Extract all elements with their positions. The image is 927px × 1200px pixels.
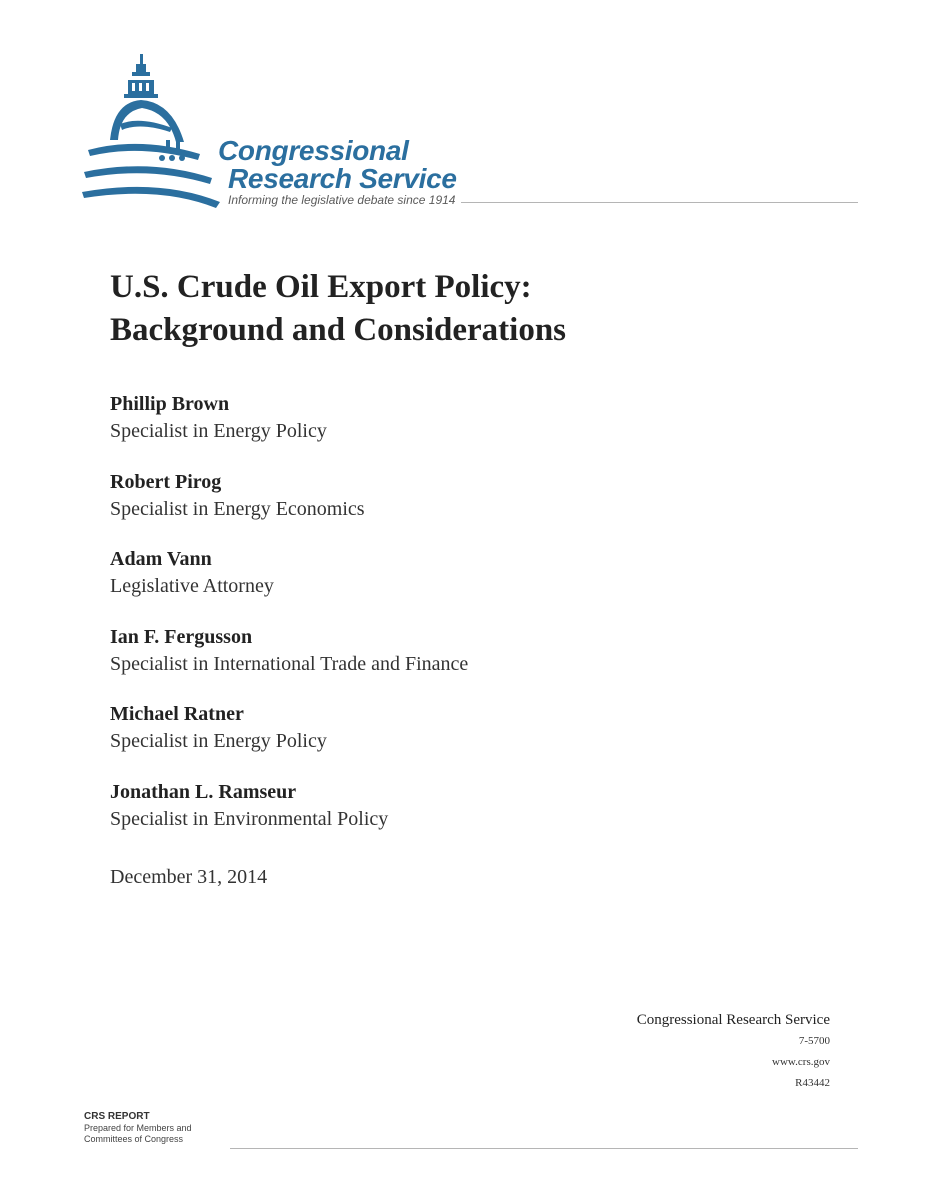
author-name: Jonathan L. Ramseur bbox=[110, 780, 297, 803]
report-title bbox=[110, 266, 810, 352]
author-entry bbox=[110, 625, 810, 703]
author-entry bbox=[110, 702, 810, 780]
author-name: Robert Pirog bbox=[110, 470, 222, 493]
crs-info bbox=[637, 1009, 830, 1094]
brand-wordmark bbox=[218, 137, 457, 193]
author-name: Adam Vann bbox=[110, 548, 212, 570]
footer-divider bbox=[230, 1148, 858, 1149]
author-name: Phillip Brown bbox=[110, 393, 230, 415]
report-label-line-2: Committees of Congress bbox=[84, 1134, 184, 1144]
tagline-row bbox=[228, 193, 858, 207]
tagline: Informing the legislative debate since 1914 bbox=[228, 193, 456, 207]
author-entry bbox=[110, 547, 810, 625]
report-label-line-1: Prepared for Members and bbox=[84, 1123, 192, 1133]
author-role: Specialist in Energy Policy bbox=[110, 730, 327, 752]
crs-report-label bbox=[84, 1111, 192, 1145]
author-name: Ian F. Fergusson bbox=[110, 625, 253, 648]
author-entry bbox=[110, 470, 810, 548]
author-name: Michael Ratner bbox=[110, 703, 244, 725]
crs-website: www.crs.gov bbox=[772, 1056, 830, 1068]
author-role: Legislative Attorney bbox=[110, 575, 274, 597]
crs-report-id: R43442 bbox=[795, 1077, 830, 1089]
report-date: December 31, 2014 bbox=[110, 866, 268, 888]
report-label-title: CRS REPORT bbox=[84, 1111, 150, 1122]
author-role: Specialist in Energy Policy bbox=[110, 420, 327, 442]
author-role: Specialist in Energy Economics bbox=[110, 497, 365, 520]
crs-name: Congressional Research Service bbox=[636, 1012, 830, 1028]
title-line-1: U.S. Crude Oil Export Policy: bbox=[110, 269, 532, 305]
capitol-dome-icon bbox=[80, 50, 230, 215]
author-entry bbox=[110, 780, 810, 858]
brand-line-1: Congressional bbox=[218, 135, 409, 166]
brand-line-2: Research Service bbox=[228, 163, 457, 194]
author-role: Specialist in International Trade and Finance bbox=[110, 652, 469, 675]
author-entry bbox=[110, 392, 810, 470]
author-role: Specialist in Environmental Policy bbox=[110, 807, 389, 830]
title-line-2: Background and Considerations bbox=[110, 312, 567, 348]
crs-number: 7-5700 bbox=[798, 1035, 830, 1047]
author-list bbox=[110, 392, 810, 857]
header-divider bbox=[461, 202, 858, 203]
